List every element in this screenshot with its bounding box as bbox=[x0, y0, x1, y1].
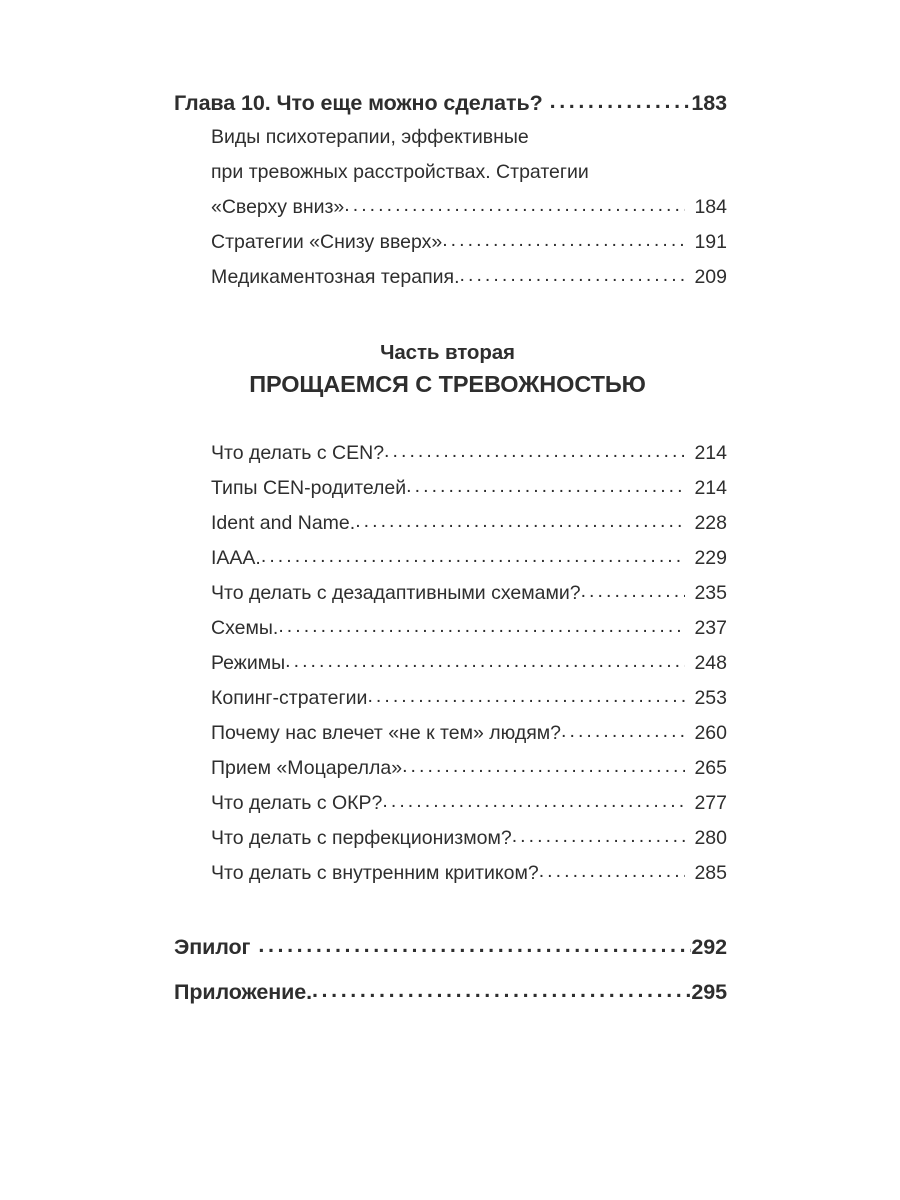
toc-entry-row[interactable] bbox=[211, 681, 727, 716]
dot-leader bbox=[261, 539, 686, 574]
dot-leader bbox=[384, 434, 685, 469]
toc-entry-title: Прием «Моцарелла» bbox=[211, 757, 403, 779]
toc-entry-page: 228 bbox=[694, 512, 727, 534]
toc-backmatter-page: 295 bbox=[691, 980, 727, 1004]
dot-leader bbox=[512, 819, 686, 854]
toc-entry-page: 253 bbox=[694, 687, 727, 709]
toc-entry-title: Что делать с ОКР? bbox=[211, 792, 383, 814]
toc-entry-page: 277 bbox=[694, 792, 727, 814]
toc-entry-row[interactable] bbox=[211, 436, 727, 471]
toc-backmatter-title: Эпилог bbox=[174, 935, 251, 959]
toc-entry-row[interactable] bbox=[211, 506, 727, 541]
toc-entry-row[interactable] bbox=[211, 225, 727, 260]
toc-entry-title: Режимы bbox=[211, 652, 286, 674]
toc-back-matter bbox=[174, 925, 727, 1015]
toc-entry-title: IAAA. bbox=[211, 547, 261, 569]
toc-entry-row[interactable] bbox=[211, 716, 727, 751]
dot-leader bbox=[355, 504, 685, 539]
toc-backmatter-row[interactable] bbox=[174, 925, 727, 970]
toc-entry-title: «Сверху вниз» bbox=[211, 196, 345, 218]
dot-leader bbox=[539, 854, 686, 889]
dot-leader bbox=[312, 968, 691, 1013]
toc-entry-page: 285 bbox=[694, 862, 727, 884]
toc-part-heading bbox=[168, 338, 727, 400]
dot-leader bbox=[367, 679, 685, 714]
toc-entry-page: 237 bbox=[694, 617, 727, 639]
dot-leader bbox=[406, 469, 685, 504]
toc-entry-row[interactable] bbox=[211, 611, 727, 646]
toc-entry-page: 209 bbox=[694, 266, 727, 288]
table-of-contents bbox=[174, 86, 727, 1015]
toc-part-title: ПРОЩАЕМСЯ С ТРЕВОЖНОСТЬЮ bbox=[249, 371, 646, 397]
dot-leader bbox=[442, 223, 685, 258]
toc-backmatter-row[interactable] bbox=[174, 970, 727, 1015]
toc-entry-row[interactable] bbox=[211, 821, 727, 856]
toc-entry-title: Копинг-стратегии bbox=[211, 687, 368, 709]
dot-leader bbox=[561, 714, 685, 749]
toc-entry-row[interactable] bbox=[211, 541, 727, 576]
toc-entry-row[interactable] bbox=[211, 751, 727, 786]
toc-entry-title: Почему нас влечет «не к тем» людям? bbox=[211, 722, 562, 744]
toc-entry-page: 280 bbox=[694, 827, 727, 849]
toc-chapter-row[interactable] bbox=[174, 86, 727, 120]
dot-leader bbox=[344, 188, 685, 223]
toc-entry-title: Ident and Name. bbox=[211, 512, 356, 534]
toc-entry-title: Типы CEN-родителей bbox=[211, 477, 407, 499]
toc-entry-page: 184 bbox=[694, 196, 727, 218]
toc-entry-page: 214 bbox=[694, 442, 727, 464]
toc-entry-page: 265 bbox=[694, 757, 727, 779]
toc-entry-page: 260 bbox=[694, 722, 727, 744]
dot-leader bbox=[285, 644, 685, 679]
toc-description-line: Виды психотерапии, эффективные bbox=[211, 126, 529, 148]
dot-leader bbox=[550, 84, 692, 118]
toc-part-label: Часть вторая bbox=[380, 341, 515, 364]
toc-entry-row[interactable] bbox=[211, 856, 727, 891]
dot-leader bbox=[278, 609, 685, 644]
toc-entry-title: Стратегии «Снизу вверх» bbox=[211, 231, 443, 253]
toc-entry-row[interactable] bbox=[211, 786, 727, 821]
dot-leader bbox=[581, 574, 686, 609]
toc-entry-title: Схемы. bbox=[211, 617, 279, 639]
toc-entry-row[interactable] bbox=[211, 471, 727, 506]
toc-entry-page: 214 bbox=[694, 477, 727, 499]
toc-chapter-title: Глава 10. Что еще можно сделать? bbox=[174, 91, 543, 115]
toc-entry-page: 229 bbox=[694, 547, 727, 569]
dot-leader bbox=[460, 258, 686, 293]
toc-backmatter-page: 292 bbox=[691, 935, 727, 959]
toc-description-line: при тревожных расстройствах. Стратегии bbox=[211, 161, 589, 183]
toc-chapter-page: 183 bbox=[691, 91, 727, 115]
toc-backmatter-title: Приложение. bbox=[174, 980, 312, 1004]
toc-entry-page: 248 bbox=[694, 652, 727, 674]
toc-entry-page: 235 bbox=[694, 582, 727, 604]
dot-leader bbox=[258, 923, 691, 968]
toc-entry-title: Что делать с внутренним критиком? bbox=[211, 862, 539, 884]
toc-entry-row[interactable] bbox=[211, 260, 727, 295]
dot-leader bbox=[382, 784, 685, 819]
toc-entry-row[interactable] bbox=[211, 646, 727, 681]
toc-entry-title: Что делать с дезадаптивными схемами? bbox=[211, 582, 581, 604]
toc-entry-title: Медикаментозная терапия. bbox=[211, 266, 460, 288]
toc-entry-page: 191 bbox=[694, 231, 727, 253]
toc-entry-title: Что делать с CEN? bbox=[211, 442, 385, 464]
toc-entry-row[interactable] bbox=[211, 576, 727, 611]
toc-entry-title: Что делать с перфекционизмом? bbox=[211, 827, 512, 849]
toc-entry-row[interactable] bbox=[211, 190, 727, 225]
dot-leader bbox=[402, 749, 685, 784]
